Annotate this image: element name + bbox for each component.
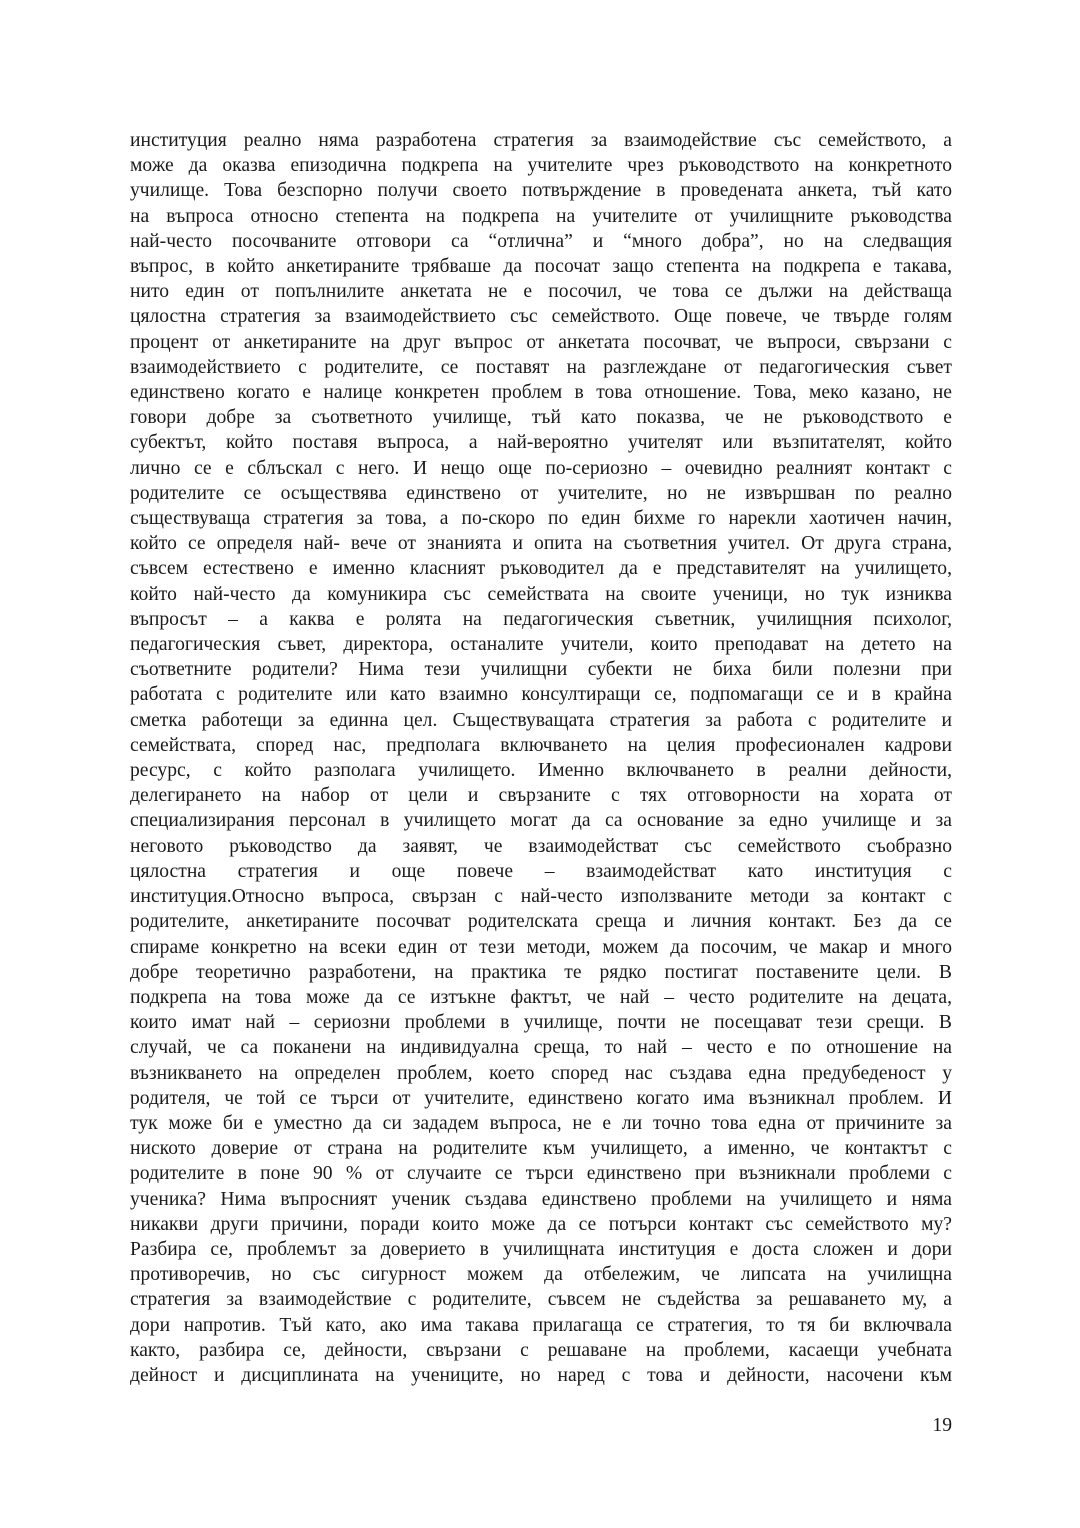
text-line: добре теоретично разработени, на практика те рядко постигат поставените цели. В	[130, 961, 952, 983]
text-line: родителите, анкетираните посочват родителската среща и личния контакт. Без да се	[130, 911, 952, 933]
text-line: въпрос, в който анкетираните трябваше да посочат защо степента на подкрепа е такава,	[130, 256, 952, 278]
text-line: ниското доверие от страна на родителите към училището, а именно, че контактът с	[130, 1138, 952, 1160]
text-line: стратегия за взаимодействие с родителите, съвсем не съдейства за решаването му, а	[130, 1289, 952, 1311]
text-line: субектът, който поставя въпроса, а най-вероятно учителят или възпитателят, който	[130, 432, 952, 454]
text-line: както, разбира се, дейности, свързани с решаване на проблеми, касаещи учебната	[130, 1339, 952, 1361]
body-paragraph	[130, 128, 952, 1388]
text-line: родителите в поне 90 % от случаите се търси единствено при възникнали проблеми с	[130, 1163, 952, 1185]
text-line: родителя, че той се търси от учителите, единствено когато има възникнал проблем. И	[130, 1087, 952, 1109]
text-line: тук може би е уместно да си зададем въпроса, не е ли точно това една от причините за	[130, 1112, 952, 1134]
text-line: дори напротив. Тъй като, ако има такава прилагаща се стратегия, то тя би включвала	[130, 1314, 952, 1336]
text-line: институция.Относно въпроса, свързан с най-често използваните методи за контакт с	[130, 886, 952, 908]
text-line: делегирането на набор от цели и свързаните с тях отговорности на хората от	[130, 785, 952, 807]
text-line: съответните родители? Нима тези училищни субекти не биха били полезни при	[130, 659, 952, 681]
text-line: който най-често да комуникира със семействата на своите ученици, но тук изниква	[130, 583, 952, 605]
text-line: педагогическия съвет, директора, останалите учители, които преподават на детето на	[130, 634, 952, 656]
text-line: най-често посочваните отговори са “отлична” и “много добра”, но на следващия	[130, 230, 952, 252]
text-line: нито един от попълнилите анкетата не е посочил, че това се дължи на действаща	[130, 281, 952, 303]
text-line: случай, че са поканени на индивидуална среща, то най – често е по отношение на	[130, 1037, 952, 1059]
text-line: взаимодействието с родителите, се поставят на разглеждане от педагогическия съвет	[130, 356, 952, 378]
text-line: лично се е сблъскал с него. И нещо още по-сериозно – очевидно реалният контакт с	[130, 457, 952, 479]
text-line: на въпроса относно степента на подкрепа на учителите от училищните ръководства	[130, 205, 952, 227]
text-line: възникването на определен проблем, което според нас създава една предубеденост у	[130, 1062, 952, 1084]
text-line: цялостна стратегия за взаимодействието със семейството. Още повече, че твърде голям	[130, 306, 952, 328]
text-line: работата с родителите или като взаимно консултиращи се, подпомагащи се и в крайна	[130, 684, 952, 706]
text-line: дейност и дисциплината на учениците, но наред с това и дейности, насочени към	[130, 1364, 952, 1386]
text-line: родителите се осъществява единствено от учителите, но не извършван по реално	[130, 482, 952, 504]
page-number: 19	[932, 1415, 952, 1436]
text-line: противоречив, но със сигурност можем да отбележим, че липсата на училищна	[130, 1264, 952, 1286]
text-line: които имат най – сериозни проблеми в училище, почти не посещават тези срещи. В	[130, 1012, 952, 1034]
text-line: специализирания персонал в училището могат да са основание за едно училище и за	[130, 810, 952, 832]
text-line: неговото ръководство да заявят, че взаимодействат със семейството съобразно	[130, 835, 952, 857]
text-line: ученика? Нима въпросният ученик създава единствено проблеми на училището и няма	[130, 1188, 952, 1210]
text-line: въпросът – а каква е ролята на педагогическия съветник, училищния психолог,	[130, 608, 952, 630]
text-line: който се определя най- вече от знанията и опита на съответния учител. От друга страна,	[130, 533, 952, 555]
text-line: ресурс, с който разполага училището. Именно включването в реални дейности,	[130, 760, 952, 782]
text-line: съществуваща стратегия за това, а по-скоро по един бихме го нарекли хаотичен начин,	[130, 508, 952, 530]
text-line: процент от анкетираните на друг въпрос от анкетата посочват, че въпроси, свързани с	[130, 331, 952, 353]
text-line: институция реално няма разработена стратегия за взаимодействие със семейството, а	[130, 130, 952, 151]
text-line: никакви други причини, поради които може да се потърси контакт със семейството му?	[130, 1213, 952, 1235]
text-line: спираме конкретно на всеки един от тези методи, можем да посочим, че макар и много	[130, 936, 952, 958]
text-line: училище. Това безспорно получи своето потвърждение в проведената анкета, тъй като	[130, 180, 952, 202]
text-line: може да оказва епизодична подкрепа на учителите чрез ръководството на конкретното	[130, 155, 952, 177]
text-line: Разбира се, проблемът за доверието в училищната институция е доста сложен и дори	[130, 1238, 952, 1260]
text-line: семействата, според нас, предполага включването на целия професионален кадрови	[130, 734, 952, 756]
text-line: сметка работещи за единна цел. Съществуващата стратегия за работа с родителите и	[130, 709, 952, 731]
text-line: говори добре за съответното училище, тъй като показва, че не ръководството е	[130, 407, 952, 429]
text-line: съвсем естествено е именно класният ръководител да е представителят на училището,	[130, 558, 952, 580]
text-line: цялостна стратегия и още повече – взаимодействат като институция с	[130, 860, 952, 882]
text-line: подкрепа на това може да се изтъкне фактът, че най – често родителите на децата,	[130, 986, 952, 1008]
text-line: единствено когато е налице конкретен проблем в това отношение. Това, меко казано, не	[130, 382, 952, 404]
